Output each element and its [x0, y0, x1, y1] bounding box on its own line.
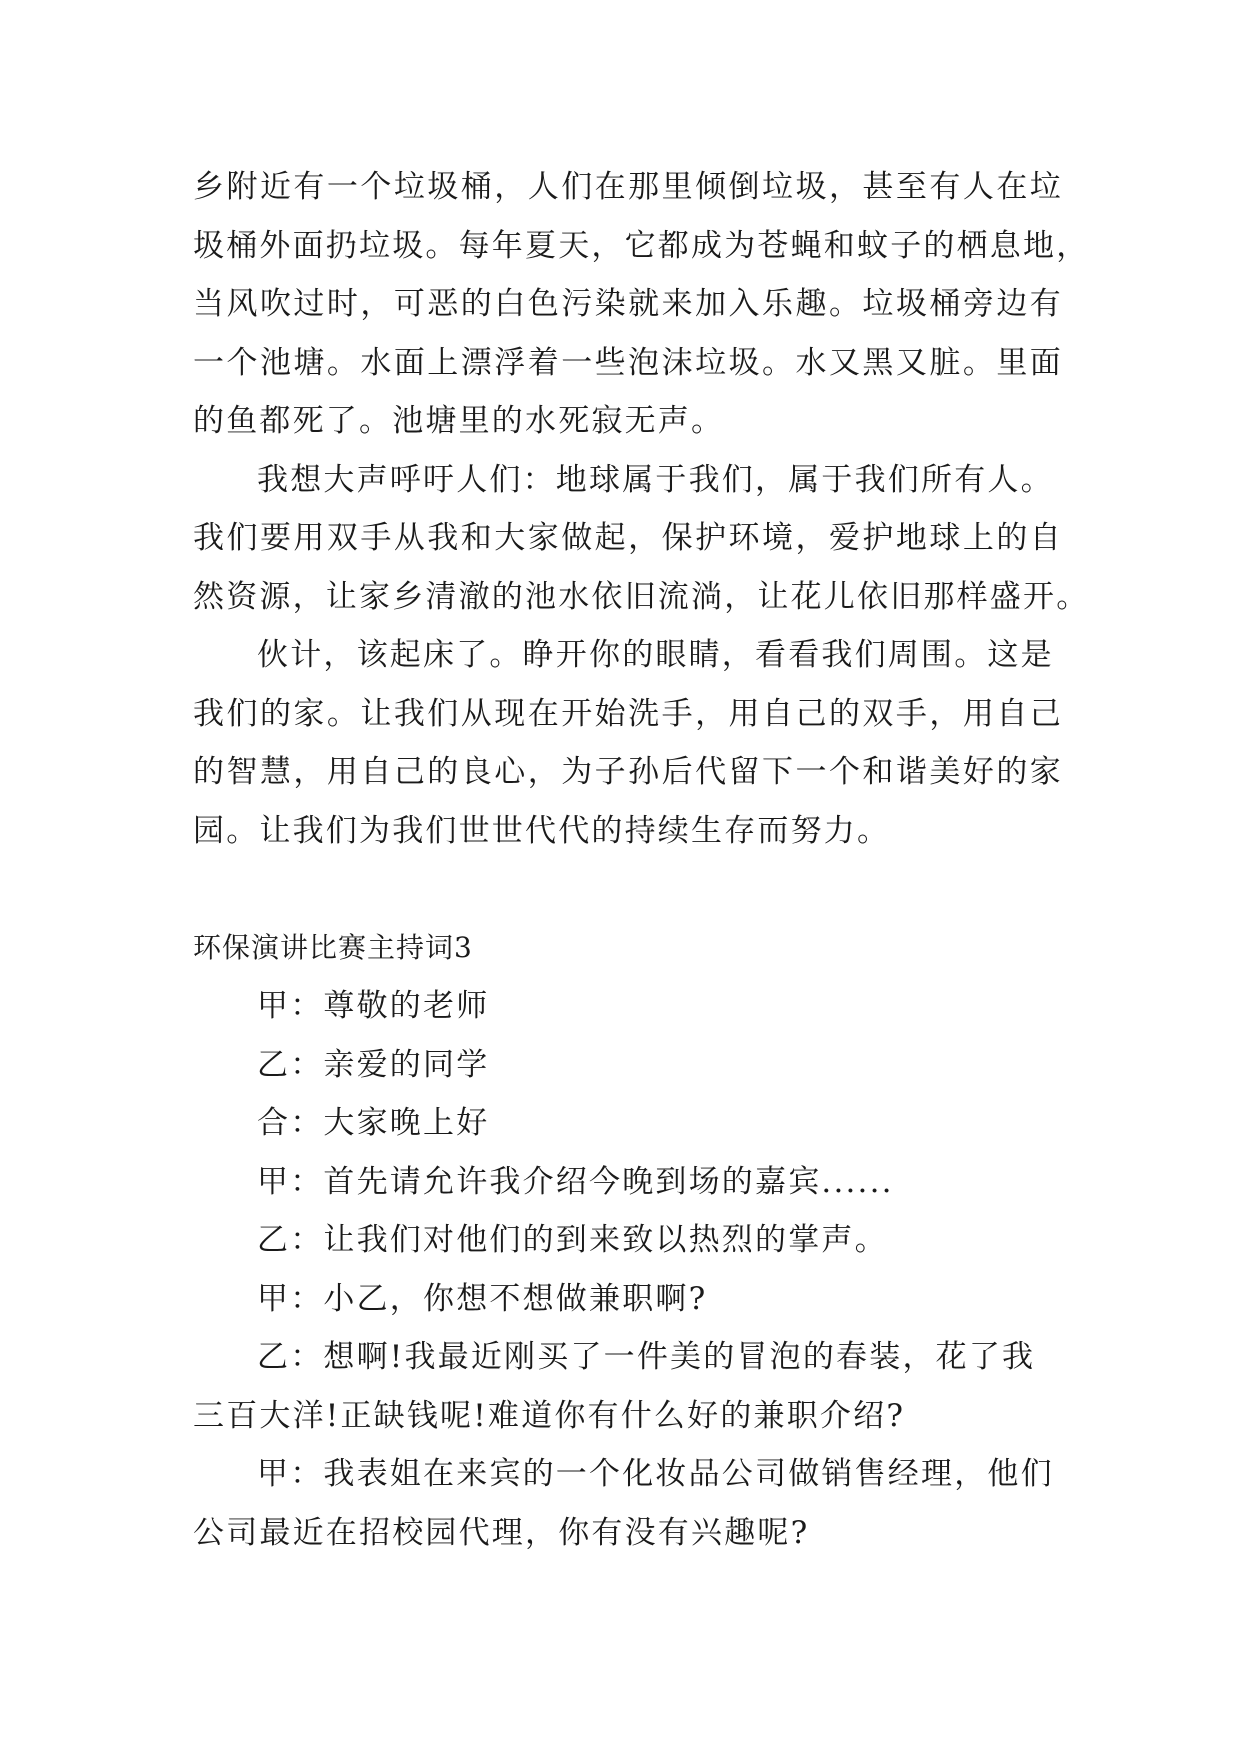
- paragraph: [193, 158, 1090, 451]
- text-line: 然资源，让家乡清澈的池水依旧流淌，让花儿依旧那样盛开。: [193, 578, 1090, 615]
- dialogue-line: 甲：尊敬的老师: [257, 988, 490, 1024]
- dialogue-line: 甲：我表姐在来宾的一个化妆品公司做销售经理，他们: [257, 1456, 1054, 1492]
- text-line: 公司最近在招校园代理，你有没有兴趣呢?: [193, 1514, 810, 1551]
- dialogue-line: 合：大家晚上好: [257, 1105, 490, 1141]
- dialogue-line: 甲：首先请允许我介绍今晚到场的嘉宾......: [257, 1163, 894, 1200]
- text-line: 一个池塘。水面上漂浮着一些泡沫垃圾。水又黑又脏。里面: [193, 344, 1063, 381]
- dialogue: [193, 977, 1063, 1328]
- text-line: 三百大洋!正缺钱呢!难道你有什么好的兼职介绍?: [193, 1397, 906, 1434]
- text-line: 我想大声呼吁人们：地球属于我们，属于我们所有人。: [257, 461, 1054, 498]
- dialogue-line: 乙：想啊!我最近刚买了一件美的冒泡的春装，花了我: [257, 1339, 1036, 1375]
- section-heading: 环保演讲比赛主持词3: [193, 930, 473, 964]
- text-line: 我们的家。让我们从现在开始洗手，用自己的双手，用自己: [193, 695, 1063, 732]
- text-line: 当风吹过时，可恶的白色污染就来加入乐趣。垃圾桶旁边有: [193, 286, 1063, 322]
- paragraph: [193, 1328, 1063, 1445]
- text-line: 的鱼都死了。池塘里的水死寂无声。: [193, 403, 725, 439]
- document-body: [193, 158, 1090, 1562]
- text-line: 园。让我们为我们世世代代的持续生存而努力。: [193, 812, 891, 849]
- text-line: 圾桶外面扔垃圾。每年夏天，它都成为苍蝇和蚊子的栖息地，: [193, 227, 1090, 264]
- paragraph: [193, 1445, 1063, 1562]
- text-line: 我们要用双手从我和大家做起，保护环境，爱护地球上的自: [193, 520, 1063, 556]
- dialogue-line: 甲：小乙，你想不想做兼职啊?: [257, 1280, 708, 1317]
- text-line: 伙计，该起床了。睁开你的眼睛，看看我们周围。这是: [257, 637, 1054, 673]
- dialogue-line: 乙：让我们对他们的到来致以热烈的掌声。: [257, 1222, 888, 1258]
- blank-line: [193, 860, 1063, 919]
- text-line: 乡附近有一个垃圾桶，人们在那里倾倒垃圾，甚至有人在垃: [193, 169, 1063, 205]
- paragraph: [193, 626, 1063, 860]
- dialogue-line: 乙：亲爱的同学: [257, 1046, 490, 1083]
- paragraph: [193, 451, 1090, 627]
- text-line: 的智慧，用自己的良心，为子孙后代留下一个和谐美好的家: [193, 754, 1063, 790]
